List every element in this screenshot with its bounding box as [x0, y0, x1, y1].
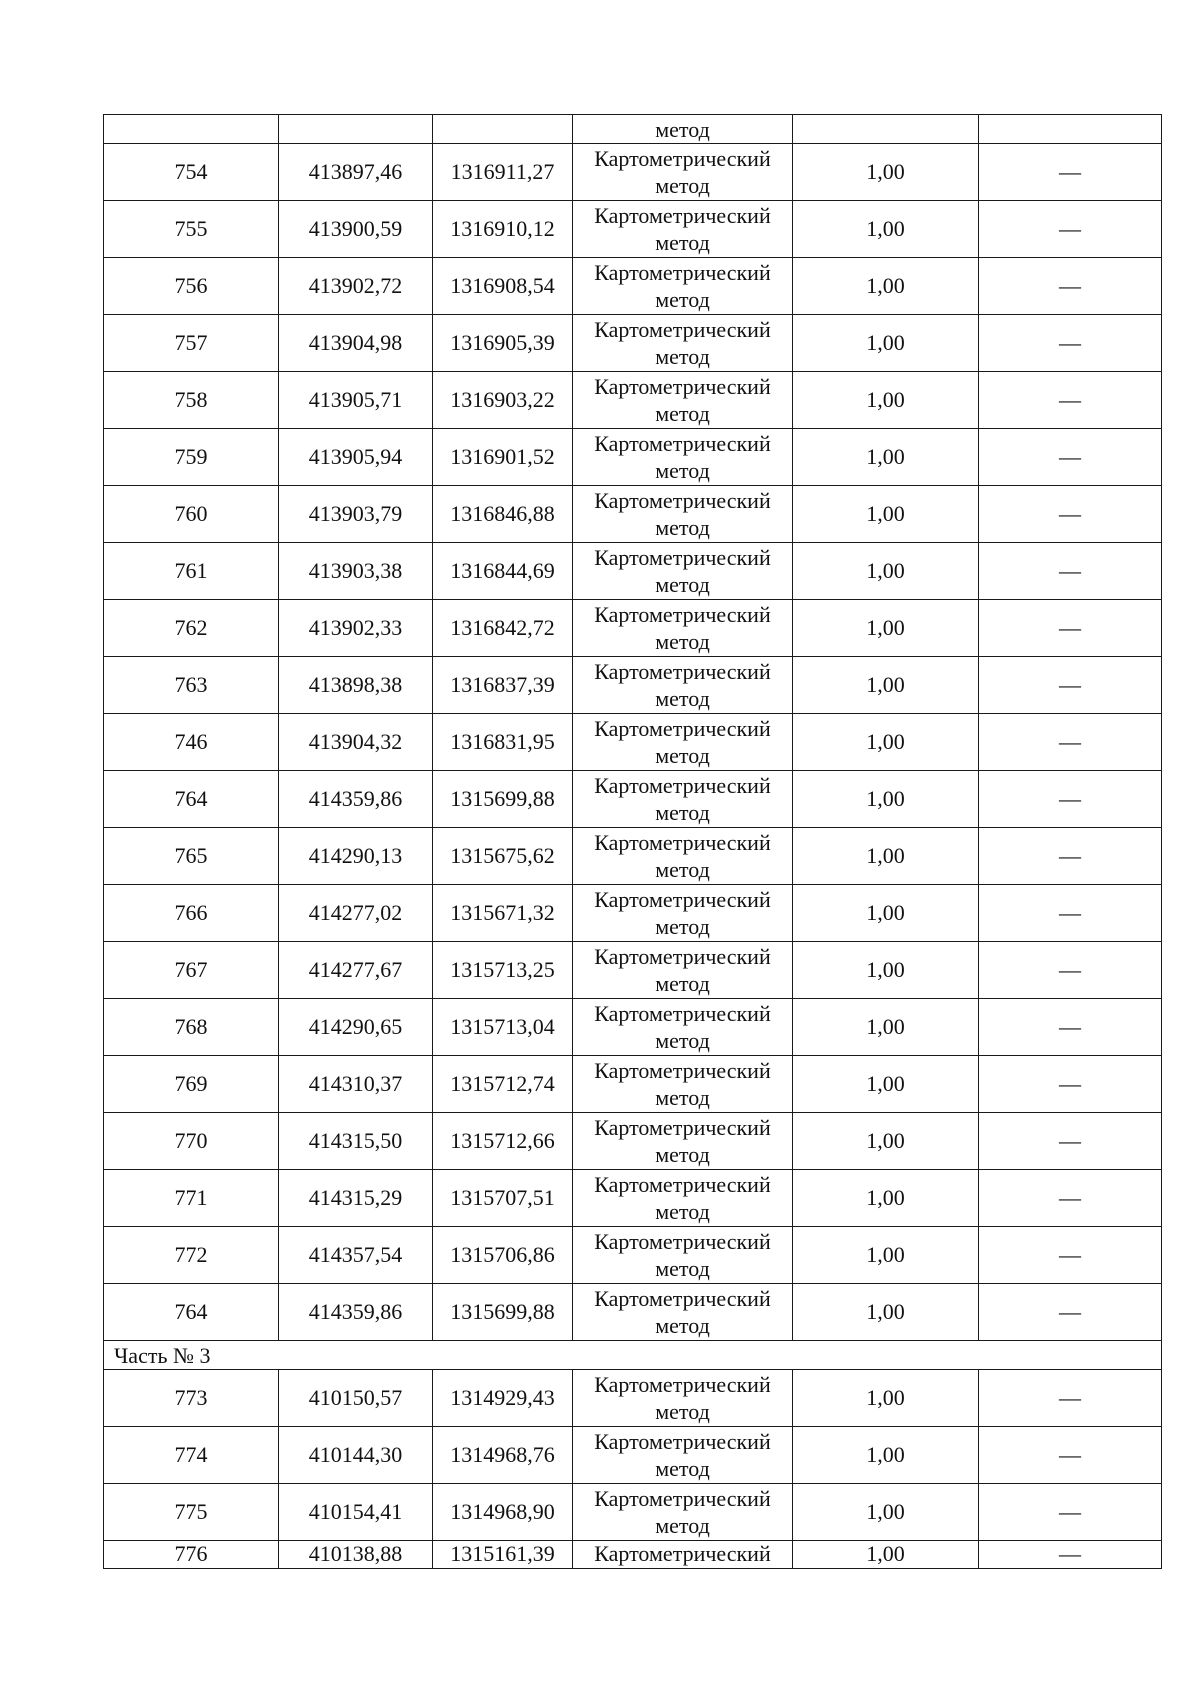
- cell-note: —: [979, 1370, 1162, 1427]
- cell-point-number: 771: [104, 1170, 279, 1227]
- cell-accuracy: 1,00: [793, 429, 979, 486]
- table-row: [104, 315, 1162, 372]
- cell-accuracy: 1,00: [793, 999, 979, 1056]
- table-row: [104, 942, 1162, 999]
- table-row: [104, 1113, 1162, 1170]
- table-row: [104, 1170, 1162, 1227]
- cell-accuracy: 1,00: [793, 714, 979, 771]
- cell-x: 413902,33: [279, 600, 433, 657]
- cell-y: 1316908,54: [433, 258, 573, 315]
- cell-x: 410144,30: [279, 1427, 433, 1484]
- cell-note: —: [979, 486, 1162, 543]
- cell-accuracy: 1,00: [793, 315, 979, 372]
- cell-method: Картометрический метод: [573, 1484, 793, 1541]
- cell-method: Картометрический метод: [573, 657, 793, 714]
- cell-point-number: 761: [104, 543, 279, 600]
- cell-point-number: 754: [104, 144, 279, 201]
- table-row-continued: [104, 115, 1162, 144]
- cell-method: Картометрический метод: [573, 942, 793, 999]
- cell-y: 1316901,52: [433, 429, 573, 486]
- cell-point-number: 770: [104, 1113, 279, 1170]
- cell-accuracy: 1,00: [793, 1113, 979, 1170]
- cell-point-number: 755: [104, 201, 279, 258]
- cell-y: 1316846,88: [433, 486, 573, 543]
- cell-point-number: 765: [104, 828, 279, 885]
- cell-y: 1315707,51: [433, 1170, 573, 1227]
- cell-accuracy: 1,00: [793, 1284, 979, 1341]
- cell-y: 1316905,39: [433, 315, 573, 372]
- cell-y: 1314968,90: [433, 1484, 573, 1541]
- cell-accuracy: 1,00: [793, 372, 979, 429]
- cell-method: Картометрический метод: [573, 201, 793, 258]
- cell-x: 413903,79: [279, 486, 433, 543]
- cell-y: 1316844,69: [433, 543, 573, 600]
- cell-point-number: 775: [104, 1484, 279, 1541]
- cell-y: 1314929,43: [433, 1370, 573, 1427]
- table-row: [104, 486, 1162, 543]
- cell-method: Картометрический метод: [573, 771, 793, 828]
- cell-x: 414315,50: [279, 1113, 433, 1170]
- cell-method: Картометрический: [573, 1541, 793, 1569]
- cell-note: —: [979, 714, 1162, 771]
- cell-point-number: 776: [104, 1541, 279, 1569]
- cell-note: —: [979, 1113, 1162, 1170]
- cell-x: 413900,59: [279, 201, 433, 258]
- cell-note: —: [979, 1427, 1162, 1484]
- cell-method: Картометрический метод: [573, 1170, 793, 1227]
- cell-y: 1316837,39: [433, 657, 573, 714]
- cell-x: 413905,71: [279, 372, 433, 429]
- cell-accuracy: 1,00: [793, 1427, 979, 1484]
- cell-point-number: 763: [104, 657, 279, 714]
- cell-y: 1315706,86: [433, 1227, 573, 1284]
- cell-point-number: 757: [104, 315, 279, 372]
- cell-x: 410150,57: [279, 1370, 433, 1427]
- cell-y: 1315671,32: [433, 885, 573, 942]
- cell-y: 1315699,88: [433, 771, 573, 828]
- section-label: Часть № 3: [104, 1341, 1162, 1370]
- table-row: [104, 771, 1162, 828]
- cell-note: —: [979, 1541, 1162, 1569]
- cell-note: —: [979, 429, 1162, 486]
- cell-method: Картометрический метод: [573, 828, 793, 885]
- cell-x: 414277,02: [279, 885, 433, 942]
- cell-accuracy: 1,00: [793, 771, 979, 828]
- cell-y: 1315699,88: [433, 1284, 573, 1341]
- cell-note: —: [979, 543, 1162, 600]
- cell-x: 413905,94: [279, 429, 433, 486]
- cell-point-number: 768: [104, 999, 279, 1056]
- table-row: [104, 1056, 1162, 1113]
- cell-y: 1316911,27: [433, 144, 573, 201]
- cell-note: —: [979, 828, 1162, 885]
- cell-note: —: [979, 657, 1162, 714]
- cell-x: 414359,86: [279, 771, 433, 828]
- cell-method: Картометрический метод: [573, 429, 793, 486]
- cell-method: Картометрический метод: [573, 372, 793, 429]
- cell-point-number: 772: [104, 1227, 279, 1284]
- cell-x: 414290,13: [279, 828, 433, 885]
- cell-note: —: [979, 1056, 1162, 1113]
- cell-point-number: 758: [104, 372, 279, 429]
- cell-x: 410154,41: [279, 1484, 433, 1541]
- cell-method: Картометрический метод: [573, 1370, 793, 1427]
- cell-note: —: [979, 144, 1162, 201]
- cell-accuracy: 1,00: [793, 1541, 979, 1569]
- table-row: [104, 543, 1162, 600]
- table-row: [104, 201, 1162, 258]
- table-row: [104, 1427, 1162, 1484]
- table-row: [104, 885, 1162, 942]
- cell-point-number: 767: [104, 942, 279, 999]
- cell-accuracy: 1,00: [793, 1370, 979, 1427]
- table-row: [104, 372, 1162, 429]
- cell-method: Картометрический метод: [573, 1227, 793, 1284]
- cell-y: 1315712,74: [433, 1056, 573, 1113]
- cell-note: —: [979, 201, 1162, 258]
- cell-x: 413902,72: [279, 258, 433, 315]
- cell-method: метод: [573, 115, 793, 144]
- table-row: [104, 429, 1162, 486]
- cell-note: —: [979, 999, 1162, 1056]
- cell-y: [433, 115, 573, 144]
- cell-note: —: [979, 372, 1162, 429]
- cell-x: 414359,86: [279, 1284, 433, 1341]
- cell-x: 414290,65: [279, 999, 433, 1056]
- cell-accuracy: 1,00: [793, 543, 979, 600]
- cell-point-number: 760: [104, 486, 279, 543]
- cell-x: 413903,38: [279, 543, 433, 600]
- coordinates-table-body: [104, 115, 1162, 1569]
- table-row: [104, 1541, 1162, 1569]
- cell-method: Картометрический метод: [573, 258, 793, 315]
- section-row: [104, 1341, 1162, 1370]
- cell-accuracy: 1,00: [793, 486, 979, 543]
- cell-method: Картометрический метод: [573, 999, 793, 1056]
- table-row: [104, 657, 1162, 714]
- cell-point-number: 762: [104, 600, 279, 657]
- table-row: [104, 1227, 1162, 1284]
- table-row: [104, 1284, 1162, 1341]
- cell-x: 410138,88: [279, 1541, 433, 1569]
- cell-x: 414315,29: [279, 1170, 433, 1227]
- cell-y: 1316903,22: [433, 372, 573, 429]
- cell-method: Картометрический метод: [573, 1113, 793, 1170]
- cell-method: Картометрический метод: [573, 1056, 793, 1113]
- cell-point-number: 773: [104, 1370, 279, 1427]
- cell-note: —: [979, 771, 1162, 828]
- cell-accuracy: 1,00: [793, 1227, 979, 1284]
- cell-x: 414310,37: [279, 1056, 433, 1113]
- cell-method: Картометрический метод: [573, 543, 793, 600]
- cell-point-number: 766: [104, 885, 279, 942]
- cell-accuracy: 1,00: [793, 657, 979, 714]
- cell-note: —: [979, 315, 1162, 372]
- cell-x: 414277,67: [279, 942, 433, 999]
- cell-method: Картометрический метод: [573, 600, 793, 657]
- cell-point-number: 769: [104, 1056, 279, 1113]
- cell-x: 413898,38: [279, 657, 433, 714]
- cell-x: 413904,32: [279, 714, 433, 771]
- cell-accuracy: 1,00: [793, 144, 979, 201]
- cell-y: 1315712,66: [433, 1113, 573, 1170]
- cell-point-number: 746: [104, 714, 279, 771]
- table-row: [104, 999, 1162, 1056]
- cell-x: 414357,54: [279, 1227, 433, 1284]
- cell-y: 1316842,72: [433, 600, 573, 657]
- cell-x: 413897,46: [279, 144, 433, 201]
- cell-y: 1315713,25: [433, 942, 573, 999]
- cell-point-number: 759: [104, 429, 279, 486]
- cell-note: —: [979, 885, 1162, 942]
- cell-note: —: [979, 1170, 1162, 1227]
- cell-point-number: 774: [104, 1427, 279, 1484]
- table-row: [104, 600, 1162, 657]
- cell-x: 413904,98: [279, 315, 433, 372]
- cell-y: 1315675,62: [433, 828, 573, 885]
- cell-note: —: [979, 600, 1162, 657]
- table-row: [104, 1484, 1162, 1541]
- cell-y: 1314968,76: [433, 1427, 573, 1484]
- table-row: [104, 828, 1162, 885]
- cell-y: 1316831,95: [433, 714, 573, 771]
- cell-method: Картометрический метод: [573, 144, 793, 201]
- cell-accuracy: 1,00: [793, 942, 979, 999]
- cell-point-number: [104, 115, 279, 144]
- cell-point-number: 764: [104, 771, 279, 828]
- cell-accuracy: 1,00: [793, 258, 979, 315]
- cell-x: [279, 115, 433, 144]
- cell-y: 1315161,39: [433, 1541, 573, 1569]
- table-row: [104, 1370, 1162, 1427]
- cell-accuracy: [793, 115, 979, 144]
- cell-note: —: [979, 1284, 1162, 1341]
- coordinates-table: [103, 114, 1162, 1569]
- table-row: [104, 714, 1162, 771]
- cell-accuracy: 1,00: [793, 1056, 979, 1113]
- cell-method: Картометрический метод: [573, 486, 793, 543]
- table-row: [104, 144, 1162, 201]
- cell-note: —: [979, 258, 1162, 315]
- table-row: [104, 258, 1162, 315]
- cell-accuracy: 1,00: [793, 600, 979, 657]
- cell-method: Картометрический метод: [573, 714, 793, 771]
- cell-method: Картометрический метод: [573, 885, 793, 942]
- cell-note: [979, 115, 1162, 144]
- cell-method: Картометрический метод: [573, 315, 793, 372]
- cell-accuracy: 1,00: [793, 828, 979, 885]
- cell-method: Картометрический метод: [573, 1427, 793, 1484]
- cell-y: 1316910,12: [433, 201, 573, 258]
- cell-accuracy: 1,00: [793, 885, 979, 942]
- cell-accuracy: 1,00: [793, 1484, 979, 1541]
- cell-note: —: [979, 1484, 1162, 1541]
- cell-method: Картометрический метод: [573, 1284, 793, 1341]
- cell-point-number: 764: [104, 1284, 279, 1341]
- cell-note: —: [979, 942, 1162, 999]
- cell-accuracy: 1,00: [793, 1170, 979, 1227]
- cell-note: —: [979, 1227, 1162, 1284]
- cell-point-number: 756: [104, 258, 279, 315]
- cell-accuracy: 1,00: [793, 201, 979, 258]
- cell-y: 1315713,04: [433, 999, 573, 1056]
